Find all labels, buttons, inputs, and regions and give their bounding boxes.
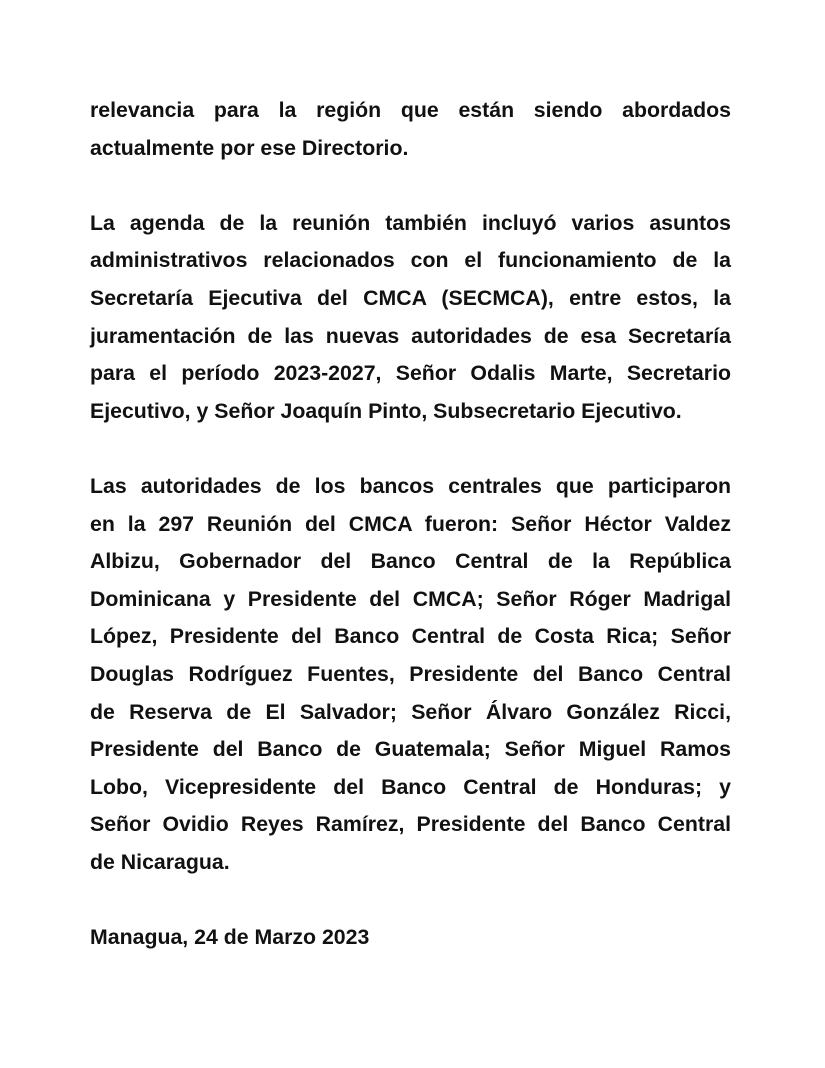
- text-line: Ejecutivo, y Señor Joaquín Pinto, Subsecretario Ejecutivo.: [90, 398, 682, 423]
- text-line: en la 297 Reunión del CMCA fueron: Señor Héctor Valdez: [90, 511, 731, 536]
- text-line: Lobo, Vicepresidente del Banco Central de Honduras; y: [90, 774, 731, 799]
- text-line: Secretaría Ejecutiva del CMCA (SECMCA), entre estos, la: [90, 285, 731, 310]
- paragraph-spacer: [90, 881, 731, 919]
- text-line: La agenda de la reunión también incluyó varios asuntos: [90, 210, 731, 235]
- text-line: López, Presidente del Banco Central de Costa Rica; Señor: [90, 624, 731, 649]
- text-line: Dominicana y Presidente del CMCA; Señor Róger Madrigal: [90, 586, 731, 611]
- paragraph-spacer: [90, 167, 731, 205]
- text-line: juramentación de las nuevas autoridades de esa Secretaría: [90, 323, 731, 348]
- text-line: relevancia para la región que están siendo abordados: [90, 98, 731, 122]
- text-line: Douglas Rodríguez Fuentes, Presidente del Banco Central: [90, 661, 731, 686]
- text-line: para el período 2023-2027, Señor Odalis Marte, Secretario: [90, 361, 731, 386]
- text-line: administrativos relacionados con el funcionamiento de la: [90, 248, 731, 273]
- text-line: actualmente por ese Directorio.: [90, 135, 409, 160]
- text-line: de Reserva de El Salvador; Señor Álvaro González Ricci,: [90, 699, 731, 724]
- text-line: Albizu, Gobernador del Banco Central de la República: [90, 549, 731, 574]
- text-line: Señor Ovidio Reyes Ramírez, Presidente del Banco Central: [90, 812, 731, 837]
- paragraph-authorities: [90, 468, 731, 882]
- paragraph-intro-continuation: [90, 92, 731, 167]
- text-line: Las autoridades de los bancos centrales que participaron: [90, 473, 731, 498]
- document-page: [90, 92, 731, 957]
- text-line: de Nicaragua.: [90, 849, 230, 874]
- place-and-date: Managua, 24 de Marzo 2023: [90, 925, 370, 950]
- paragraph-agenda: [90, 205, 731, 431]
- text-line: Presidente del Banco de Guatemala; Señor Miguel Ramos: [90, 737, 731, 762]
- paragraph-spacer: [90, 430, 731, 468]
